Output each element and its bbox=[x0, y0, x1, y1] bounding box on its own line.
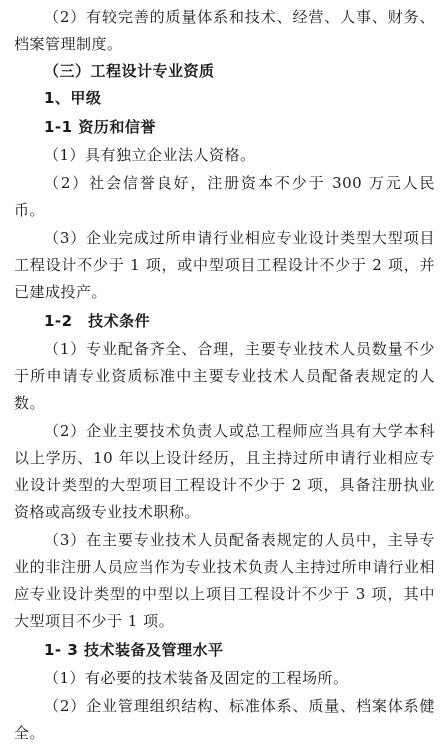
paragraph-project-experience: （3）企业完成过所申请行业相应专业设计类型大型项目工程设计不少于 1 项，或中型项目工程设计不少于 2 项，并已建成投产。 bbox=[14, 229, 435, 301]
paragraph-staffing: （1）专业配备齐全、合理，主要专业技术人员数量不少于所申请专业资质标准中主要专业技术人员配备表规定的人数。 bbox=[14, 340, 435, 412]
paragraph-registered-capital: （2）社会信誉良好，注册资本不少于 300 万元人民币。 bbox=[14, 174, 435, 219]
heading-grade-a: 1、甲级 bbox=[44, 89, 102, 107]
paragraph-lead-specialists: （3）在主要专业技术人员配备表规定的人员中，主导专业的非注册人员应当作为专业技术负责人主持过所申请行业相应专业设计类型的中型以上项目工程设计不少于 3 项，其中大型项目不少于 1 项。 bbox=[14, 531, 435, 630]
paragraph-chief-engineer: （2）企业主要技术负责人或总工程师应当具有大学本科以上学历、10 年以上设计经历，且主持过所申请行业相应专业设计类型的大型项目工程设计不少于 2 项，具备注册执业资格或高级专业技术职称。 bbox=[14, 422, 435, 521]
paragraph-management-systems: （2）企业管理组织结构、标准体系、质量、档案体系健全。 bbox=[14, 697, 435, 742]
section-heading-design-qualification: （三）工程设计专业资质 bbox=[44, 62, 215, 80]
paragraph-legal-entity: （1）具有独立企业法人资格。 bbox=[44, 146, 256, 164]
heading-credentials: 1-1 资历和信誉 bbox=[44, 118, 156, 136]
paragraph-equipment: （1）有必要的技术装备及固定的工程场所。 bbox=[44, 669, 349, 687]
heading-technical-conditions: 1-2 技术条件 bbox=[44, 312, 151, 330]
heading-equipment-management: 1- 3 技术装备及管理水平 bbox=[44, 641, 224, 659]
paragraph-quality-system: （2）有较完善的质量体系和技术、经营、人事、财务、档案管理制度。 bbox=[14, 8, 435, 53]
